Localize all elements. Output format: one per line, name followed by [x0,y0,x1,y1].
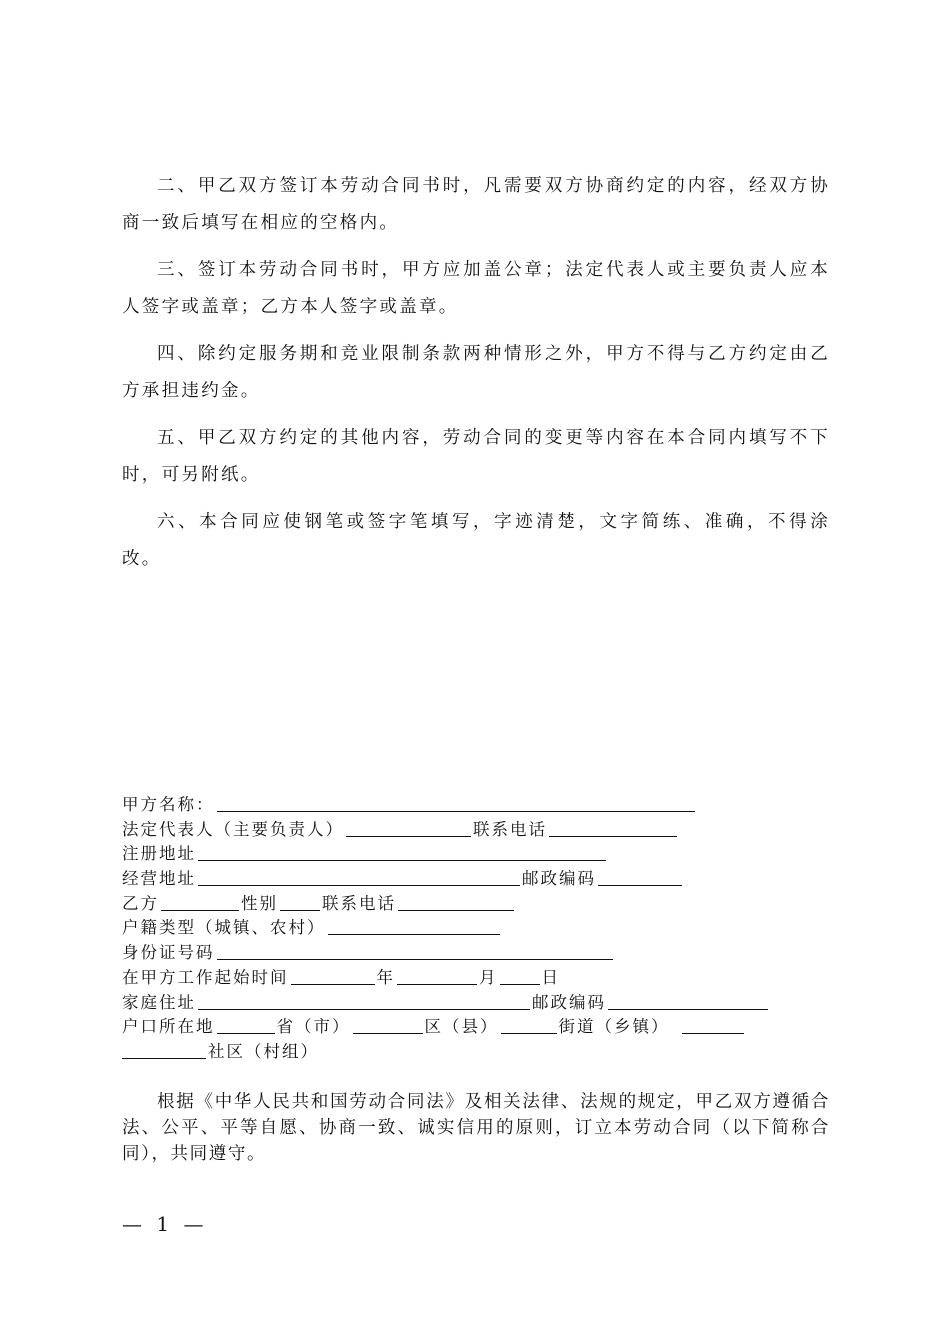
gender-field[interactable] [280,893,320,911]
hukou-location-row [122,1015,832,1040]
community-label: 社区（村组） [208,1041,319,1061]
id-number-row [122,941,832,966]
legal-rep-field[interactable] [346,819,471,837]
party-info-form [122,793,832,1065]
home-postal-label: 邮政编码 [532,992,606,1012]
id-number-label: 身份证号码 [122,943,215,963]
start-day-field[interactable] [500,967,540,985]
party-b-phone-label: 联系电话 [322,893,396,913]
business-postal-field[interactable] [598,868,682,886]
business-postal-label: 邮政编码 [522,869,596,889]
home-address-field[interactable] [198,992,530,1010]
gender-label: 性别 [241,893,278,913]
start-time-label: 在甲方工作起始时间 [122,967,289,987]
party-a-name-row [122,793,832,818]
district-label: 区（县） [424,1017,499,1037]
home-address-label: 家庭住址 [122,992,196,1012]
day-label: 日 [541,967,560,987]
hukou-type-label: 户籍类型（城镇、农村） [122,918,326,938]
registered-address-field[interactable] [198,843,606,861]
year-label: 年 [376,967,395,987]
business-address-label: 经营地址 [122,869,196,889]
instruction-3: 三、签订本劳动合同书时，甲方应加盖公章；法定代表人或主要负责人应本人签字或盖章；乙方本人签字或盖章。 [122,260,830,317]
hukou-type-row [122,916,832,941]
street-field[interactable] [501,1016,557,1034]
instruction-2: 二、甲乙双方签订本劳动合同书时，凡需要双方协商约定的内容，经双方协商一致后填写在相应的空格内。 [122,176,830,233]
instruction-5: 五、甲乙双方约定的其他内容，劳动合同的变更等内容在本合同内填写不下时，可另附纸。 [122,428,830,485]
community-row [122,1040,832,1065]
party-a-name-label: 甲方名称： [122,795,215,814]
party-b-phone-field[interactable] [398,893,514,911]
start-month-field[interactable] [397,967,477,985]
legal-rep-row [122,818,832,843]
party-a-phone-label: 联系电话 [473,819,547,839]
registered-address-row [122,842,832,867]
home-postal-field[interactable] [608,992,768,1010]
street-label: 街道（乡镇） [558,1017,670,1037]
community-field[interactable] [122,1041,206,1059]
preamble-text: 根据《中华人民共和国劳动合同法》及相关法律、法规的规定，甲乙双方遵循合法、公平、平等自愿、协商一致、诚实信用的原则，订立本劳动合同（以下简称合同），共同遵守。 [122,1092,830,1164]
province-field[interactable] [217,1016,275,1034]
street-value-field[interactable] [682,1016,744,1034]
instructions-section [122,168,830,578]
start-year-field[interactable] [291,967,375,985]
business-address-field[interactable] [198,868,520,886]
page-number: — 1 — [122,1212,208,1236]
registered-address-label: 注册地址 [122,844,196,864]
hukou-location-label: 户口所在地 [122,1017,215,1037]
instruction-4: 四、除约定服务期和竞业限制条款两种情形之外，甲方不得与乙方约定由乙方承担违约金。 [122,344,830,401]
hukou-type-field[interactable] [328,917,500,935]
party-b-label: 乙方 [122,893,159,913]
month-label: 月 [479,967,498,987]
party-b-name-field[interactable] [161,893,239,911]
party-a-phone-field[interactable] [549,819,677,837]
party-b-row [122,892,832,917]
preamble-section [122,1089,830,1167]
district-field[interactable] [353,1016,423,1034]
id-number-field[interactable] [217,942,613,960]
home-address-row [122,991,832,1016]
legal-rep-label: 法定代表人（主要负责人） [122,819,344,839]
province-label: 省（市） [276,1017,351,1037]
business-address-row [122,867,832,892]
party-a-name-field[interactable] [217,794,695,812]
instruction-6: 六、本合同应使钢笔或签字笔填写，字迹清楚，文字简练、准确，不得涂改。 [122,512,830,569]
start-time-row [122,966,832,991]
